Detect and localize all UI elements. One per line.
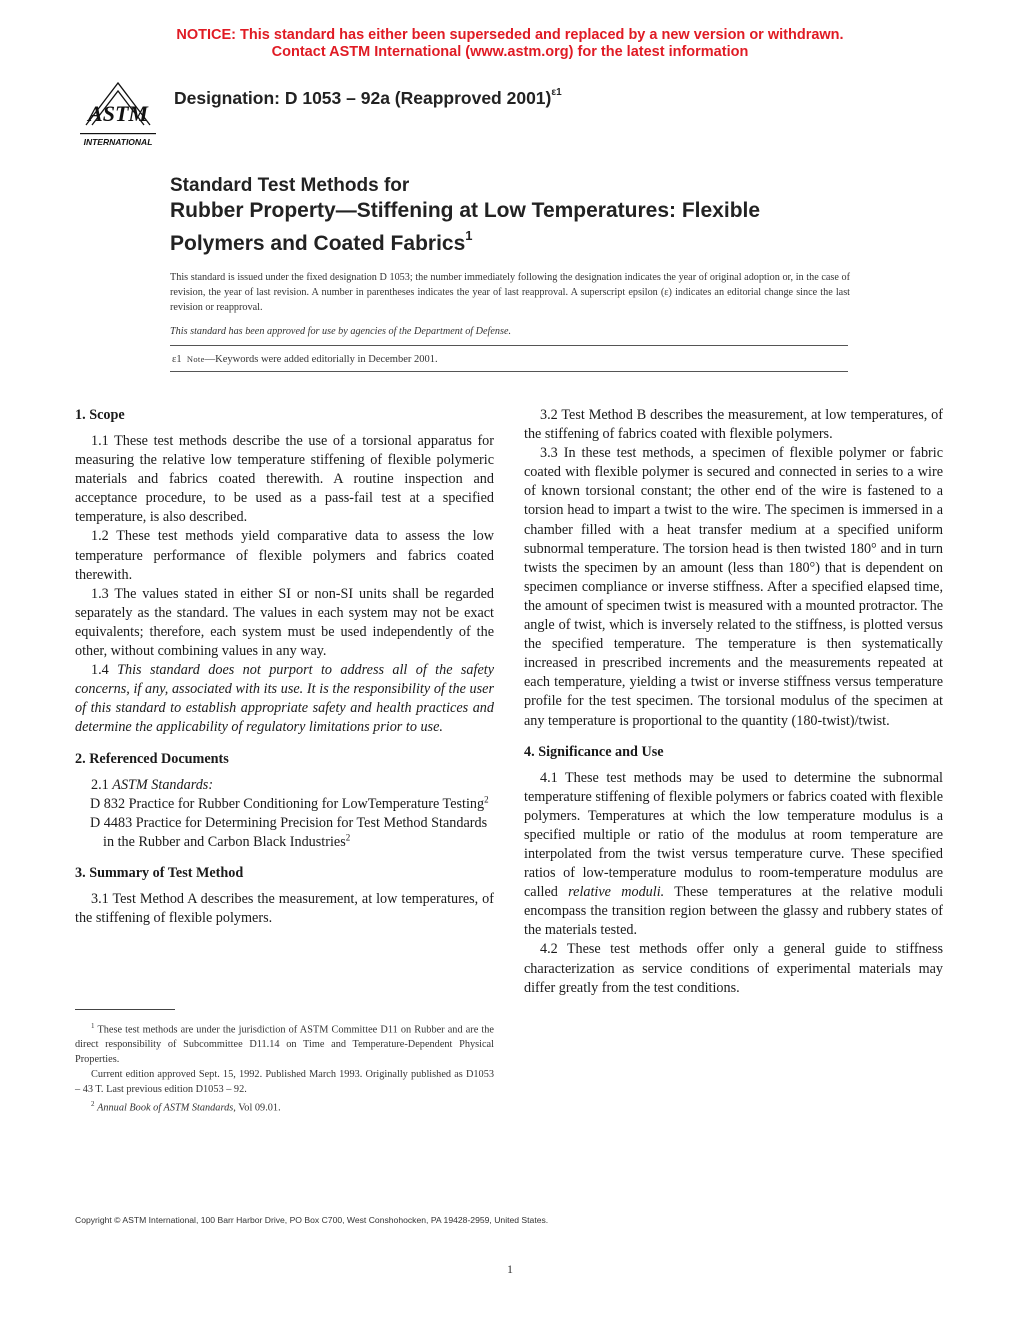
title-line-3: Polymers and Coated Fabrics [170, 232, 466, 255]
reference-d4483-mark: 2 [345, 832, 351, 843]
para-1-3: 1.3 The values stated in either SI or non-SI units shall be regarded separately as the standard. The values in each system may not be exact equivalents; therefore, each system must be used independently of the other, without combining values in any way. [75, 585, 494, 660]
notice-line-1: NOTICE: This standard has either been superseded and replaced by a new version or withdrawn. [176, 27, 844, 43]
issued-note: This standard is issued under the fixed designation D 1053; the number immediately following the designation indicates the year of original adoption or, in the case of revision, the year of last revision. A number in parentheses indicates the year of last reapproval. A superscript epsilon (ε) indicates an editorial change since the last revision or reapproval. [170, 272, 850, 313]
para-4-1-after: These temperatures at the relative moduli encompass the transition region between the glassy and rubbery states of the materials tested. [524, 884, 944, 939]
reference-d832-mark: 2 [484, 793, 489, 804]
approved-note: This standard has been approved for use by agencies of the Department of Defense. [170, 326, 512, 337]
para-2-1 [75, 776, 494, 795]
footnote-1-text: These test methods are under the jurisdiction of ASTM Committee D11 on Rubber and are the direct responsibility of Subcommittee D11.14 on Time and Temperature-Dependent Physical Properties. [75, 1024, 494, 1066]
para-3-1: 3.1 Test Method A describes the measurement, at low temperatures, of the stiffening of flexible polymers. [75, 890, 494, 926]
footnote-1-mark: 1 [91, 1022, 95, 1030]
left-column [75, 406, 494, 928]
para-1-1: 1.1 These test methods describe the use of a torsional apparatus for measuring the relative low temperature stiffening of flexible polymeric materials and fabrics coated therewith. A routine inspection and acceptance procedure, to be used as a pass-fail test at a specified temperature, is also described. [75, 433, 494, 526]
epsilon-note [172, 354, 438, 365]
para-1-4-text: This standard does not purport to address all of the safety concerns, if any, associated with its use. It is the responsibility of the user of this standard to establish appropriate safety and health practices and determine the applicability of regulatory limitations prior to use. [75, 662, 494, 736]
epsilon-note-text: —Keywords were added editorially in December 2001. [204, 354, 438, 365]
footnote-2-text: Vol 09.01. [238, 1102, 281, 1114]
designation-epsilon: ε1 [551, 87, 562, 99]
reference-d832-text: D 832 Practice for Rubber Conditioning for LowTemperature Testing [90, 795, 485, 812]
notice-banner [0, 27, 1020, 61]
reference-d4483-text: D 4483 Practice for Determining Precision for Test Method Standards in the Rubber and Carbon Black Industries [90, 814, 488, 850]
title-line-1: Standard Test Methods for [170, 175, 410, 196]
notice-line-2: Contact ASTM International (www.astm.org) for the latest information [271, 44, 749, 60]
para-1-4-num: 1.4 [91, 662, 109, 679]
footnote-1b: Current edition approved Sept. 15, 1992. Published March 1993. Originally published as D1053 – 43 T. Last previous edition D1053 – 92. [75, 1069, 494, 1096]
reference-d4483 [75, 814, 494, 852]
para-4-2: 4.2 These test methods offer only a general guide to stiffness characterization as service conditions of experimental materials may differ greatly from the test conditions. [524, 941, 943, 996]
para-2-1-label: ASTM Standards: [112, 776, 214, 793]
footnotes [75, 1019, 494, 1116]
copyright: Copyright © ASTM International, 100 Barr Harbor Drive, PO Box C700, West Conshohocken, PA 19428-2959, United States. [75, 1215, 549, 1225]
para-1-4 [75, 661, 494, 737]
footnote-divider [75, 1009, 175, 1010]
para-4-1-italic: relative moduli. [568, 884, 665, 901]
footnote-1 [75, 1019, 494, 1067]
heading-significance: 4. Significance and Use [524, 743, 664, 760]
designation [174, 88, 562, 109]
para-4-1 [524, 769, 943, 941]
page-number: 1 [507, 1262, 513, 1276]
epsilon-mark: ε1 [172, 354, 182, 365]
para-1-2: 1.2 These test methods yield comparative data to assess the low temperature performance of flexible polymers and fabrics coated therewith. [75, 528, 494, 583]
title-footnote-mark: 1 [465, 228, 473, 243]
footnote-2-italic: Annual Book of ASTM Standards, [97, 1102, 236, 1114]
para-3-2: 3.2 Test Method B describes the measurement, at low temperatures, of the stiffening of fabrics coated with flexible polymers. [524, 407, 943, 443]
footnote-2 [75, 1097, 494, 1115]
logo-text: ASTM [88, 101, 148, 126]
document-title [170, 175, 870, 257]
heading-summary: 3. Summary of Test Method [75, 864, 244, 881]
reference-d832 [75, 795, 494, 814]
heading-referenced-documents: 2. Referenced Documents [75, 750, 229, 767]
logo-subtext: INTERNATIONAL [83, 137, 153, 147]
para-3-3: 3.3 In these test methods, a specimen of flexible polymer or fabric coated with flexible polymer is secured and connected in series to a wire of known torsional constant; the other end of the wire is fastened to a torsion head to impart a twist to the wire. The specimen is immersed in a chamber filled with a heat transfer medium at a specified uniform subnormal temperature. The torsion head is then twisted 180° and in turn twists the specimen by an amount (less than 180°) that is dependent on specimen compliance or inverse stiffness. After a specified elapsed time, the amount of specimen twist is measured with a mounted protractor. The angle of twist, which is inversely related to the stiffness, is plotted versus the specified temperature. The temperature is then systematically increased in prescribed increments and the measurements repeated at each temperature, yielding a twist or inverse stiffness versus temperature profile for the test specimen. The torsional modulus of the specimen at any temperature is proportional to the quantity (180-twist)/twist. [524, 445, 943, 729]
astm-logo [72, 75, 164, 153]
para-4-1-before: 4.1 These test methods may be used to determine the subnormal temperature stiffening of flexible polymers or fabrics coated with flexible polymers. Temperatures at which the low temperature modulus is a specified multiple or ratio of the modulus at room temperature are interpolated from the twist versus temperature curve. These specified ratios of low-temperature modulus to room-temperature modulus are called [524, 769, 943, 901]
heading-scope: 1. Scope [75, 407, 125, 423]
right-column [524, 406, 943, 998]
footnote-2-mark: 2 [91, 1100, 95, 1109]
divider-bottom [170, 371, 848, 372]
designation-text: Designation: D 1053 – 92a (Reapproved 2001) [174, 88, 552, 108]
divider-top [170, 345, 848, 346]
title-line-2: Rubber Property—Stiffening at Low Temperatures: Flexible [170, 199, 761, 222]
note-label: Note [186, 354, 205, 364]
para-2-1-num: 2.1 [91, 776, 109, 793]
